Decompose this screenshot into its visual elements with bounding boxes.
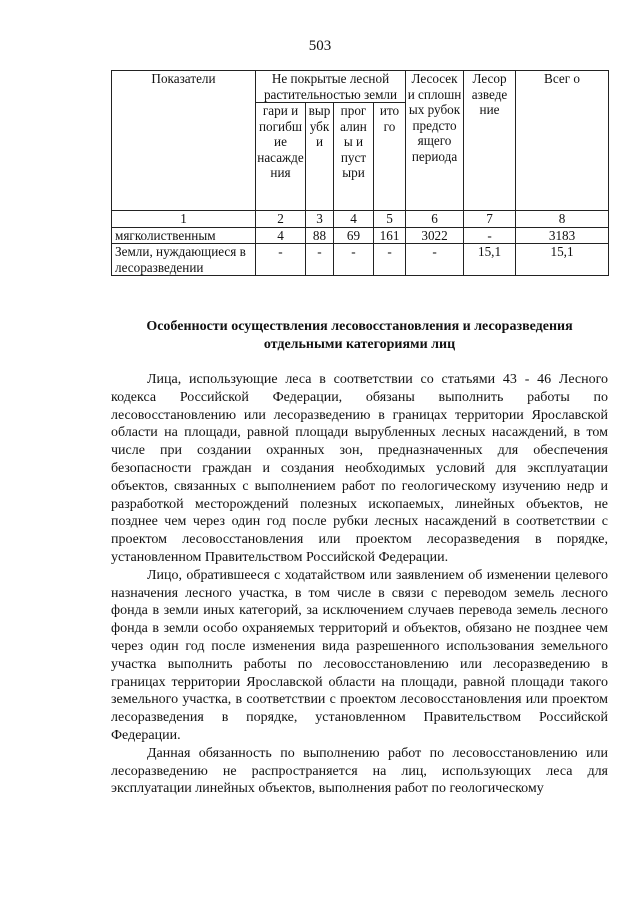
table-cell: -: [406, 244, 464, 276]
table-cell: -: [306, 244, 334, 276]
column-number: 2: [256, 211, 306, 228]
table-cell: -: [464, 227, 516, 244]
header-clearings-prev: Лесосек и сплошн ых рубок предсто ящего периода: [406, 71, 464, 211]
table-row: [112, 227, 609, 244]
row-label: Земли, нуждающиеся в лесоразведении: [112, 244, 256, 276]
paragraph: Лицо, обратившееся с ходатайством или заявлением об изменении целевого назначения лесного участка, в том числе в связи с переводом земель лесного фонда в земли иных категорий, за исключением случаев перевода земель лесного фонда в земли особо охраняемых территорий и объектов, обязано не позднее чем через один год после изменения вида разрешенного использования земельного участка выполнить работы по лесовосстановлению или лесоразведению в границах территории Ярославской области на площади, равной площади такого земельного участка, в соответствии с проектом лесовосстановления или проектом лесоразведения в порядке, установленном Правительством Российской Федерации.: [111, 567, 608, 743]
section-title: Особенности осуществления лесовосстановления и лесоразведения отдельными категориями лиц: [146, 319, 573, 352]
column-number: 3: [306, 211, 334, 228]
table-cell: 15,1: [464, 244, 516, 276]
column-number: 4: [334, 211, 374, 228]
header-total: Всег о: [516, 71, 609, 211]
header-afforestation: Лесор азведе ние: [464, 71, 516, 211]
header-indicators: Показатели: [112, 71, 256, 211]
table-cell: -: [374, 244, 406, 276]
table-cell: -: [256, 244, 306, 276]
table-row: [112, 244, 609, 276]
row-label: мягколиственным: [112, 227, 256, 244]
table-header-row: [112, 71, 609, 103]
column-number: 7: [464, 211, 516, 228]
table-cell: 3183: [516, 227, 609, 244]
paragraph: Лица, использующие леса в соответствии со статьями 43 - 46 Лесного кодекса Российской Федерации, обязаны выполнить работы по лесовосстановлению или лесоразведению в границах территории Ярославской области на площади, равной площади вырубленных лесных насаждений, в том числе при создании охранных зон, предназначенных для обеспечения безопасности граждан и создания необходимых условий для эксплуатации объектов, связанных с выполнением работ по геологическому изучению недр и разработкой месторождений полезных ископаемых, линейных объектов, не позднее чем через один год после рубки лесных насаждений в соответствии с проектом лесовосстановления или проектом лесоразведения в порядке, установленном Правительством Российской Федерации.: [111, 372, 608, 565]
column-number: 1: [112, 211, 256, 228]
table-cell: 15,1: [516, 244, 609, 276]
header-subtotal: ито го: [374, 103, 406, 211]
table-cell: 161: [374, 227, 406, 244]
column-number: 5: [374, 211, 406, 228]
header-burned: гари и погибш ие насажде ния: [256, 103, 306, 211]
header-not-covered: Не покрытые лесной растительностью земли: [256, 71, 406, 103]
column-number-row: [112, 211, 609, 228]
header-clearings: выр убк и: [306, 103, 334, 211]
paragraph: Данная обязанность по выполнению работ по лесовосстановлению или лесоразведению не распространяется на лиц, использующих леса для эксплуатации линейных объектов, выполнения работ по геологическому: [111, 745, 608, 797]
column-number: 8: [516, 211, 609, 228]
table-cell: 4: [256, 227, 306, 244]
header-glades: прог алин ы и пуст ыри: [334, 103, 374, 211]
forest-land-table: [111, 70, 609, 276]
column-number: 6: [406, 211, 464, 228]
page-number: 503: [308, 38, 332, 54]
body-text: [111, 371, 608, 798]
table-cell: 69: [334, 227, 374, 244]
table-cell: 88: [306, 227, 334, 244]
table-cell: -: [334, 244, 374, 276]
table-cell: 3022: [406, 227, 464, 244]
